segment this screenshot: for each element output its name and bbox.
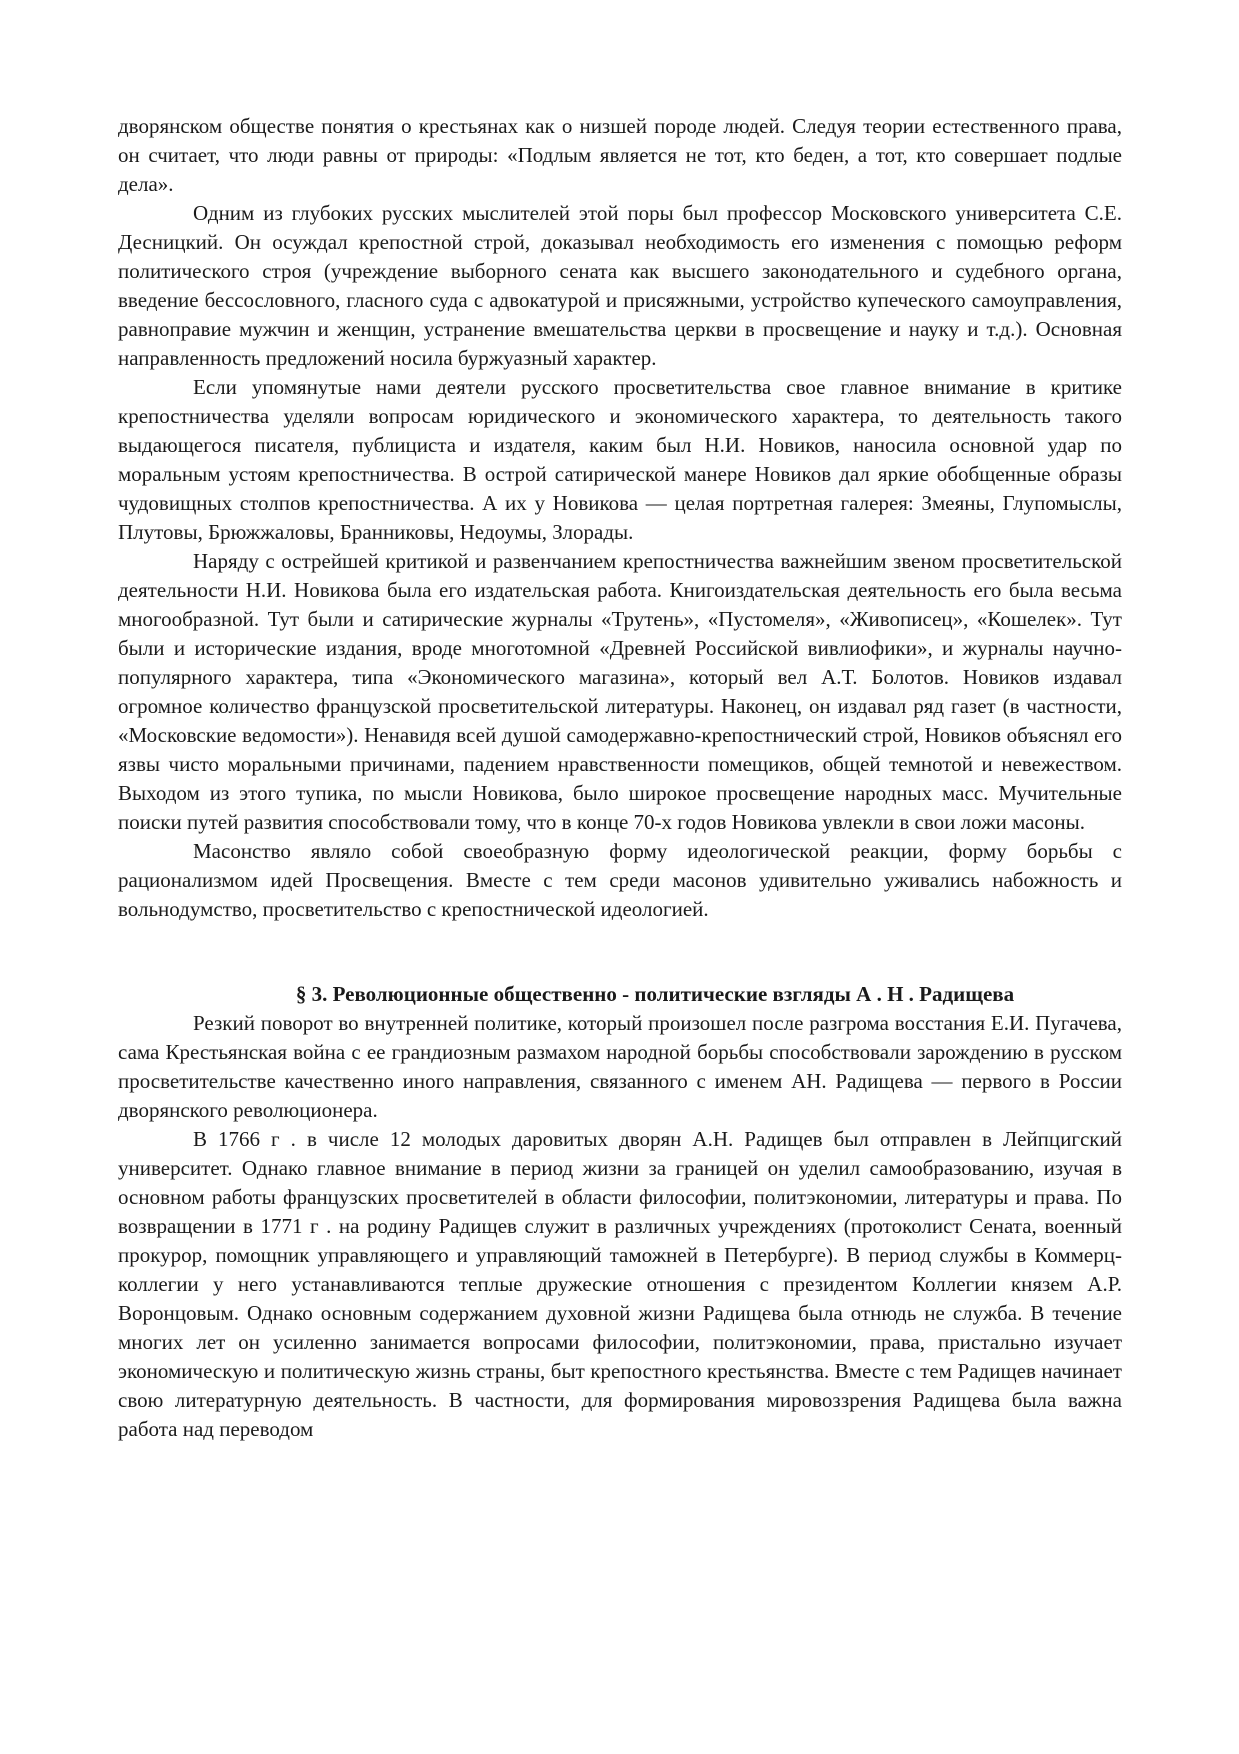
paragraph: Если упомянутые нами деятели русского просветительства свое главное внимание в критике крепостничества уделяли вопросам юридического и экономического характера, то деятельность такого выдающегося писателя, публициста и издателя, каким был Н.И. Новиков, наносила основной удар по моральным устоям крепостничества. В острой сатирической манере Новиков дал яркие обобщенные образы чудовищных столпов крепостничества. А их у Новикова — целая портретная галерея: Змеяны, Глупомыслы, Плутовы, Брюжжаловы, Бранниковы, Недоумы, Злорады.: [118, 375, 1122, 544]
paragraph: В 1766 г . в числе 12 молодых даровитых дворян А.Н. Радищев был отправлен в Лейпцигский университет. Однако главное внимание в период жизни за границей он уделил самообразованию, изучая в основном работы французских просветителей в области философии, политэкономии, литературы и права. По возвращении в 1771 г . на родину Радищев служит в различных учреждениях (протоколист Сената, военный прокурор, помощник управляющего и управляющий таможней в Петербурге). В период службы в Коммерц-коллегии у него устанавливаются теплые дружеские отношения с президентом Коллегии князем А.Р. Воронцовым. Однако основным содержанием духовной жизни Радищева была отнюдь не служба. В течение многих лет он усиленно занимается вопросами философии, политэкономии, права, пристально изучает экономическую и политическую жизнь страны, быт крепостного крестьянства. Вместе с тем Радищев начинает свою литературную деятельность. В частности, для формирования мировоззрения Радищева была важна работа над переводом: [118, 1127, 1122, 1441]
section-heading: § 3. Революционные общественно - политические взгляды А . Н . Радищева: [295, 982, 1015, 1006]
paragraph: Наряду с острейшей критикой и развенчанием крепостничества важнейшим звеном просветительской деятельности Н.И. Новикова была его издательская работа. Книгоиздательская деятельность его была весьма многообразной. Тут были и сатирические журналы «Трутень», «Пустомеля», «Живописец», «Кошелек». Тут были и исторические издания, вроде многотомной «Древней Российской вивлиофики», и журналы научно-популярного характера, типа «Экономического магазина», который вел А.Т. Болотов. Новиков издавал огромное количество французской просветительской литературы. Наконец, он издавал ряд газет (в частности, «Московские ведомости»). Ненавидя всей душой самодержавно-крепостнический строй, Новиков объяснял его язвы чисто моральными причинами, падением нравственности помещиков, общей темнотой и невежеством. Выходом из этого тупика, по мысли Новикова, было широкое просвещение народных масс. Мучительные поиски путей развития способствовали тому, что в конце 70-х годов Новикова увлекли в свои ложи масоны.: [118, 549, 1122, 834]
section-spacer: [118, 924, 1122, 980]
paragraph: Резкий поворот во внутренней политике, который произошел после разгрома восстания Е.И. Пугачева, сама Крестьянская война с ее грандиозным размахом народной борьбы способствовали зарождению в русском просветительстве качественно иного направления, связанного с именем АН. Радищева — первого в России дворянского революционера.: [118, 1011, 1122, 1122]
paragraph: Масонство являло собой своеобразную форму идеологической реакции, форму борьбы с рационализмом идей Просвещения. Вместе с тем среди масонов удивительно уживались набожность и вольнодумство, просветительство с крепостнической идеологией.: [118, 839, 1122, 921]
paragraph: дворянском обществе понятия о крестьянах как о низшей породе людей. Следуя теории естественного права, он считает, что люди равны от природы: «Подлым является не тот, кто беден, а тот, кто совершает подлые дела».: [118, 114, 1122, 196]
document-page: [118, 112, 1122, 1444]
paragraph: Одним из глубоких русских мыслителей этой поры был профессор Московского университета С.Е. Десницкий. Он осуждал крепостной строй, доказывал необходимость его изменения с помощью реформ политического строя (учреждение выборного сената как высшего законодательного и судебного органа, введение бессословного, гласного суда с адвокатурой и присяжными, устройство купеческого самоуправления, равноправие мужчин и женщин, устранение вмешательства церкви в просвещение и науку и т.д.). Основная направленность предложений носила буржуазный характер.: [118, 201, 1122, 370]
